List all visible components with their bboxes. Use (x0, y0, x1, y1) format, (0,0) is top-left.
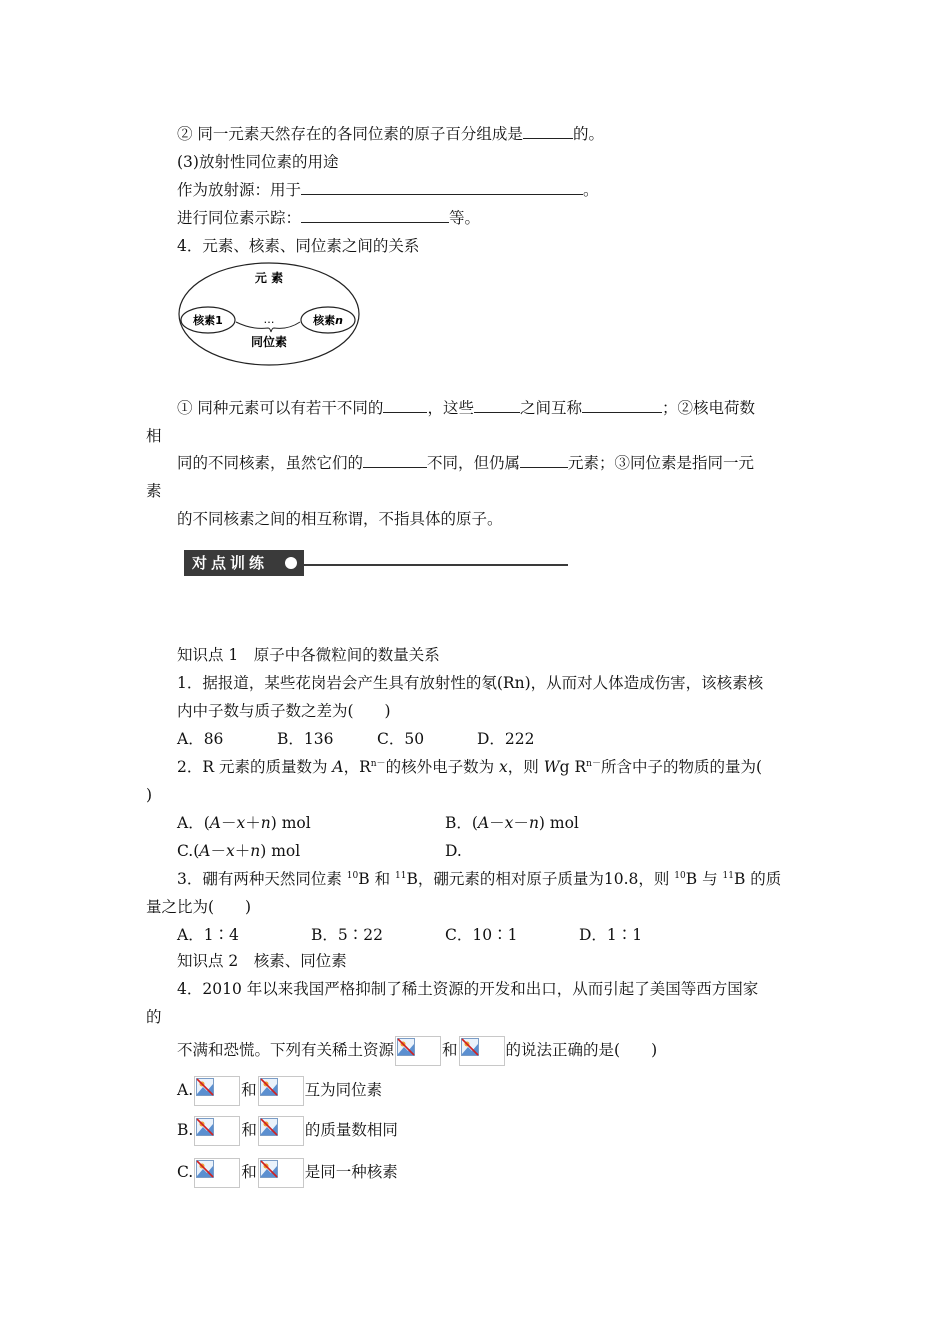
q1-option-d[interactable]: D．222 (477, 730, 535, 748)
q2-option-d[interactable]: D. (445, 842, 462, 860)
line-relation-heading: 4．元素、核素、同位素之间的关系 (177, 237, 420, 255)
q2-options-row-2 (177, 841, 462, 861)
para-line-2: 同的不同核素，虽然它们的 不同，但仍属 元素；③同位素是指同一元 (177, 454, 755, 472)
q3-stem-line-2: 量之比为( ) (146, 898, 252, 916)
line-isotope-tracer (177, 208, 480, 228)
q2-stem-wrap: ) (146, 786, 153, 804)
diagram-element-label: 元 素 (254, 271, 284, 285)
line-isotope-composition (177, 124, 604, 144)
banner-label: 对点训练 (184, 550, 304, 576)
text: 的。 (572, 125, 604, 143)
broken-image-icon (258, 1158, 304, 1188)
q2-option-a[interactable]: A．(A－x＋n) mol (177, 814, 311, 832)
q1-option-c[interactable]: C．50 (377, 730, 425, 748)
banner-rule (304, 564, 568, 566)
bullet-icon (285, 557, 297, 569)
text: 。 (583, 181, 599, 199)
fill-blank[interactable] (582, 398, 662, 413)
fill-blank[interactable] (301, 208, 449, 223)
q3-stem-line-1: 3．硼有两种天然同位素 $^{10}$B 和 $^{11}$B，硼元素的相对原子质量为10.8，则 $^{10}$B 与 $^{11}$B 的质 (177, 870, 782, 888)
kp1-title: 知识点 1 原子中各微粒间的数量关系 (177, 646, 440, 664)
text: ② 同一元素天然存在的各同位素的原子百分组成是 (177, 125, 523, 143)
broken-image-icon (258, 1116, 304, 1146)
text: 进行同位素示踪： (177, 209, 302, 227)
fill-blank[interactable] (301, 180, 583, 195)
broken-image-icon (258, 1076, 304, 1106)
q1-stem-line-2: 内中子数与质子数之差为( ) (177, 702, 391, 720)
q4-stem-wrap: 的 (146, 1008, 162, 1026)
q4-option-a[interactable]: A. 和 互为同位素 (177, 1073, 382, 1107)
q2-option-b[interactable]: B．(A－x－n) mol (445, 814, 579, 832)
line-radiation-source (177, 180, 599, 200)
q4-stem-line-2: 不满和恐慌。下列有关稀土资源 和 的说法正确的是( ) (177, 1033, 657, 1067)
q1-option-a[interactable]: A．86 (177, 730, 224, 748)
q2-options-row-1 (177, 813, 579, 833)
element-nuclide-isotope-diagram (176, 260, 362, 368)
q1-options (177, 729, 535, 749)
q3-option-d[interactable]: D．1∶1 (579, 926, 643, 944)
broken-image-icon (194, 1158, 240, 1188)
q4-option-b[interactable]: B. 和 的质量数相同 (177, 1113, 398, 1147)
para-wrap-1: 相 (146, 427, 162, 445)
broken-image-icon (194, 1116, 240, 1146)
q2-stem-line-1: 2．R 元素的质量数为 A，$R^{n-}$的核外电子数为 x，则 Wg $R^{n-}$所含中子的物质的量为( (177, 758, 763, 776)
text: 作为放射源：用于 (177, 181, 302, 199)
para-wrap-2: 素 (146, 482, 162, 500)
q1-stem-line-1: 1．据报道，某些花岗岩会产生具有放射性的氡(Rn)，从而对人体造成伤害，该核素核 (177, 674, 764, 692)
fill-blank[interactable] (383, 398, 427, 413)
fill-blank[interactable] (523, 124, 573, 139)
q3-options (177, 925, 642, 945)
text: 等。 (449, 209, 481, 227)
diagram-nuclide-n: 核素n (313, 314, 343, 327)
q3-option-c[interactable]: C．10∶1 (445, 926, 518, 944)
line-radioactive-uses: (3)放射性同位素的用途 (177, 153, 339, 171)
q3-option-b[interactable]: B．5∶22 (311, 926, 383, 944)
fill-blank[interactable] (520, 453, 568, 468)
q2-option-c[interactable]: C.(A－x＋n) mol (177, 842, 301, 860)
broken-image-icon (194, 1076, 240, 1106)
q1-option-b[interactable]: B．136 (277, 730, 334, 748)
diagram-ellipsis: … (263, 313, 275, 326)
q3-option-a[interactable]: A．1∶4 (177, 926, 239, 944)
broken-image-icon (459, 1036, 505, 1066)
diagram-nuclide-1: 核素1 (193, 314, 223, 327)
q4-option-c[interactable]: C. 和 是同一种核素 (177, 1155, 398, 1189)
para-line-1: ① 同种元素可以有若干不同的 ，这些 之间互称 ；②核电荷数 (177, 399, 755, 417)
diagram-isotope-label: 同位素 (250, 335, 288, 349)
q4-stem-line-1: 4．2010 年以来我国严格抑制了稀土资源的开发和出口，从而引起了美国等西方国家 (177, 980, 759, 998)
kp2-title: 知识点 2 核素、同位素 (177, 952, 347, 970)
fill-blank[interactable] (474, 398, 520, 413)
broken-image-icon (395, 1036, 441, 1066)
fill-blank[interactable] (363, 453, 427, 468)
para-line-3: 的不同核素之间的相互称谓，不指具体的原子。 (177, 510, 503, 528)
